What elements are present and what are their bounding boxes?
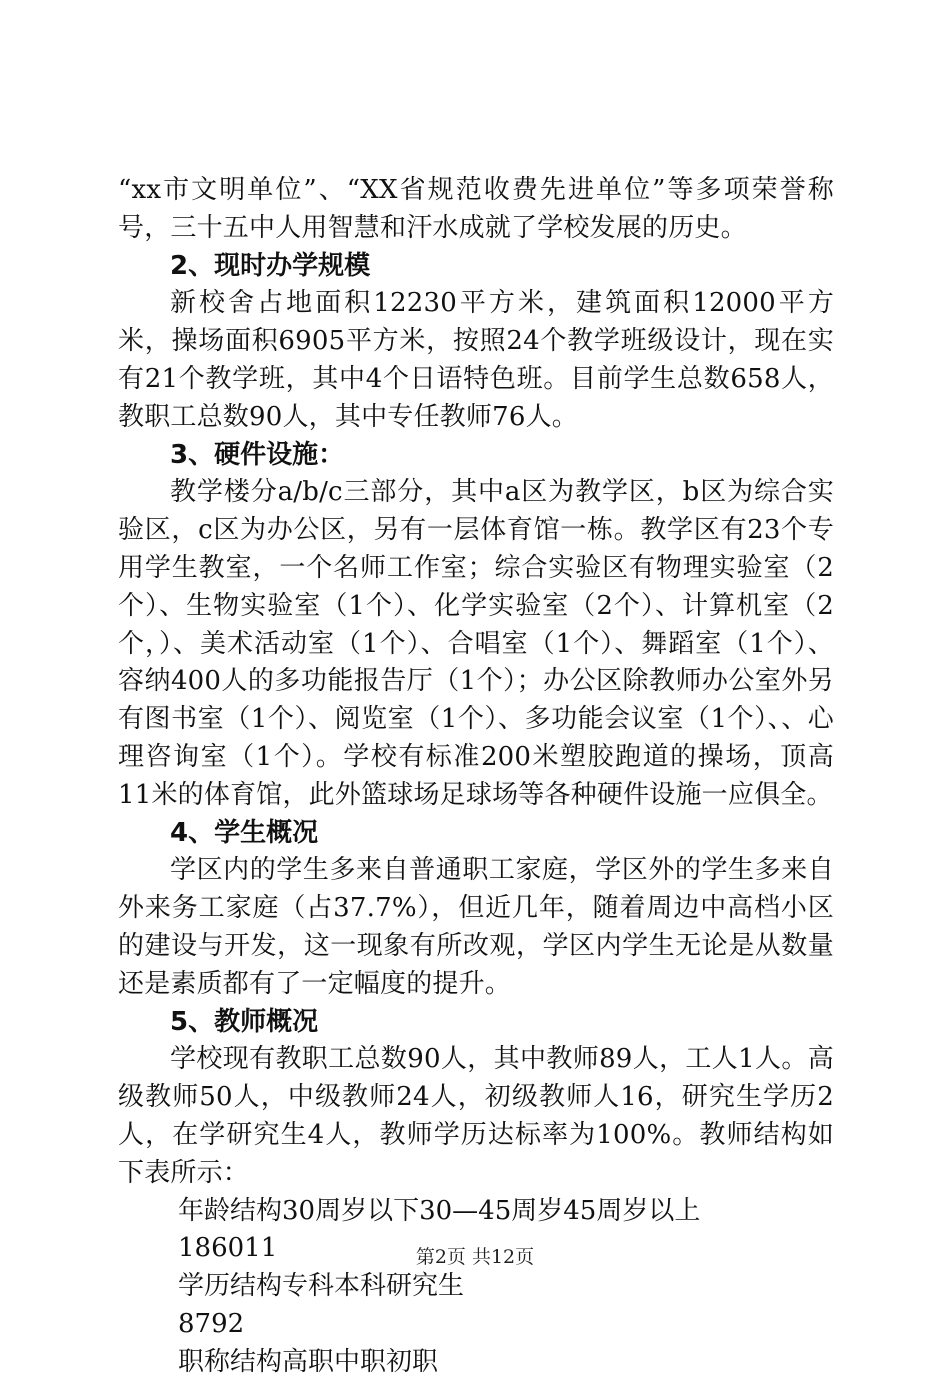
section-body-teachers: 学校现有教职工总数90人，其中教师89人，工人1人。高级教师50人，中级教师24人，初级教师人16，研究生学历2人，在学研究生4人，教师学历达标率为100%。教师结构如下表所示： (118, 1044, 834, 1188)
table-line-age-structure: 年龄结构30周岁以下30—45周岁45周岁以上 (178, 1195, 701, 1226)
section-heading-teachers: 5、教师概况 (170, 1006, 319, 1037)
table-line-title-structure: 职称结构高职中职初职 (178, 1346, 439, 1377)
table-line-education-values: 8792 (178, 1308, 245, 1339)
section-heading-students: 4、学生概况 (170, 817, 319, 848)
section-heading-facilities: 3、硬件设施： (170, 439, 345, 470)
page-footer: 第2页 共12页 (415, 1246, 535, 1268)
section-body-students: 学区内的学生多来自普通职工家庭，学区外的学生多来自外来务工家庭（占37.7%），但近几年，随着周边中高档小区的建设与开发，这一现象有所改观，学区内学生无论是从数量还是素质都有了一定幅度的提升。 (118, 855, 834, 999)
table-line-education-structure: 学历结构专科本科研究生 (178, 1271, 465, 1302)
section-body-facilities: 教学楼分a/b/c三部分，其中a区为教学区，b区为综合实验区，c区为办公区，另有一层体育馆一栋。教学区有23个专用学生教室，一个名师工作室；综合实验区有物理实验室（2个）、生物实验室（1个）、化学实验室（2个）、计算机室（2个，）、美术活动室（1个）、合唱室（1个）、舞蹈室（1个）、容纳400人的多功能报告厅（1个）；办公区除教师办公室外另有图书室（1个）、阅览室（1个）、多功能会议室（1个）、、心理咨询室（1个）。学校有标准200米塑胶跑道的操场，顶高11米的体育馆，此外篮球场足球场等各种硬件设施一应俱全。 (118, 477, 834, 810)
table-line-age-values: 186011 (178, 1233, 278, 1264)
section-body-scale: 新校舍占地面积12230平方米，建筑面积12000平方米，操场面积6905平方米，按照24个教学班级设计，现在实有21个教学班，其中4个日语特色班。目前学生总数658人，教职工总数90人，其中专任教师76人。 (118, 288, 834, 432)
section-heading-scale: 2、现时办学规模 (170, 250, 371, 281)
document-body (118, 172, 834, 1382)
intro-paragraph: “xx市文明单位”、“XX省规范收费先进单位”等多项荣誉称号，三十五中人用智慧和汗水成就了学校发展的历史。 (118, 175, 834, 243)
